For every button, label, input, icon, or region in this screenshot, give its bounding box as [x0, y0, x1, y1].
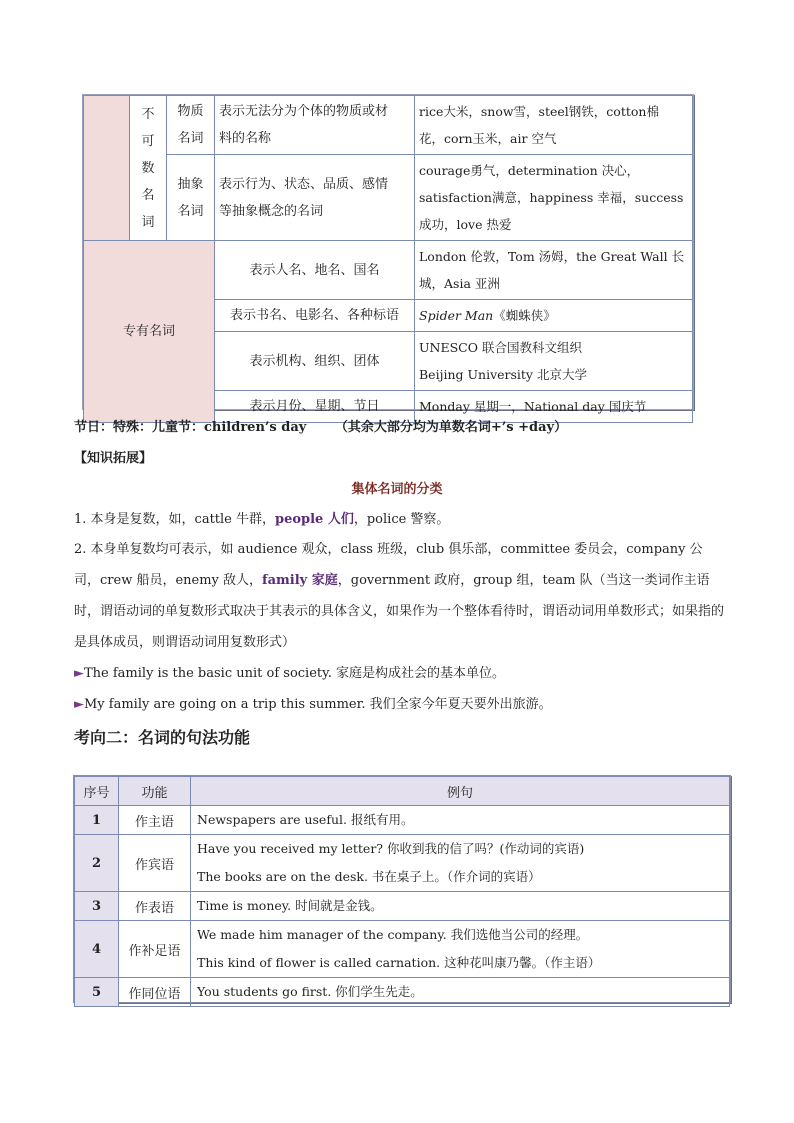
proper-row-1-example: London 伦敦，Tom 汤姆，the Great Wall 长 城，Asia 亚洲 [415, 241, 693, 300]
example-2: ►My family are going on a trip this summer. 我们全家今年夏天要外出旅游。 [74, 697, 552, 712]
header-num: 序号 [75, 777, 119, 806]
proper-noun-label: 专有名词 [84, 241, 215, 423]
row-function: 作主语 [119, 806, 191, 835]
proper-row-4-desc: 表示月份、星期、节日 [215, 391, 415, 423]
arrow-icon: ► [74, 666, 84, 681]
proper-row-1-desc: 表示人名、地名、国名 [215, 241, 415, 300]
row-num: 3 [75, 892, 119, 921]
proper-row-2-example: Spider Man《蜘蛛侠》 [415, 300, 693, 332]
row-num: 4 [75, 921, 119, 978]
row-example: You students go first. 你们学生先走。 [191, 978, 730, 1007]
example-1: ►The family is the basic unit of society. 家庭是构成社会的基本单位。 [74, 666, 506, 681]
holiday-note-aside: （其余大部分均为单数名词+’s +day） [334, 420, 568, 435]
row-function: 作表语 [119, 892, 191, 921]
row-function: 作同位语 [119, 978, 191, 1007]
collective-title: 集体名词的分类 [351, 482, 443, 497]
proper-row-2-desc: 表示书名、电影名、各种标语 [215, 300, 415, 332]
arrow-icon: ► [74, 697, 84, 712]
material-noun-desc: 表示无法分为个体的物质或材 料的名称 [215, 96, 415, 155]
abstract-noun-example: courage勇气，determination 决心， satisfaction满意，happiness 幸福，success 成功，love 热爱 [415, 155, 693, 241]
proper-row-3-example: UNESCO 联合国教科文组织 Beijing University 北京大学 [415, 332, 693, 391]
noun-classification-table [82, 94, 694, 414]
collective-para-2: 2. 本身单复数均可表示，如 audience 观众，class 班级，club 俱乐部，committee 委员会，company 公司，crew 船员，enemy 敌人，family 家庭，government 政府，group 组，team 队（当这一类词作主语时，谓语动词的单复数形式取决于其表示的具体含义，如果作为一个整体看待时，谓语动词用单数形式；如果指的是具体成员，则谓语动词用复数形式） [74, 542, 725, 650]
common-noun-blank-cell [84, 96, 130, 241]
knowledge-heading: 【知识拓展】 [74, 451, 153, 466]
holiday-note [74, 416, 573, 435]
row-example: Newspapers are useful. 报纸有用。 [191, 806, 730, 835]
abstract-noun-desc: 表示行为、状态、品质、感情 等抽象概念的名词 [215, 155, 415, 241]
row-example: Have you received my letter? 你收到我的信了吗？(作动词的宾语) The books are on the desk. 书在桌子上。（作介词的宾语） [191, 835, 730, 892]
row-num: 5 [75, 978, 119, 1007]
row-example: Time is money. 时间就是金钱。 [191, 892, 730, 921]
collective-para-1: 1. 本身是复数，如，cattle 牛群，people 人们，police 警察。 [74, 512, 450, 527]
row-example: We made him manager of the company. 我们选他当公司的经理。 This kind of flower is called carnation. 这种花叫康乃馨。（作主语） [191, 921, 730, 978]
header-function: 功能 [119, 777, 191, 806]
holiday-note-main: 节日：特殊：儿童节：children’s day [74, 420, 307, 435]
row-num: 2 [75, 835, 119, 892]
proper-row-4-example: Monday 星期一，National day 国庆节 [415, 391, 693, 423]
material-noun-example: rice大米，snow雪，steel钢铁，cotton棉 花，corn玉米，air 空气 [415, 96, 693, 155]
row-function: 作宾语 [119, 835, 191, 892]
proper-row-3-desc: 表示机构、组织、团体 [215, 332, 415, 391]
section-2-title: 考向二：名词的句法功能 [74, 728, 251, 747]
header-example: 例句 [191, 777, 730, 806]
uncountable-label: 不 可 数 名 词 [130, 96, 167, 241]
row-function: 作补足语 [119, 921, 191, 978]
material-noun-type: 物质 名词 [167, 96, 215, 155]
abstract-noun-type: 抽象 名词 [167, 155, 215, 241]
syntax-function-table [73, 775, 731, 1003]
row-num: 1 [75, 806, 119, 835]
